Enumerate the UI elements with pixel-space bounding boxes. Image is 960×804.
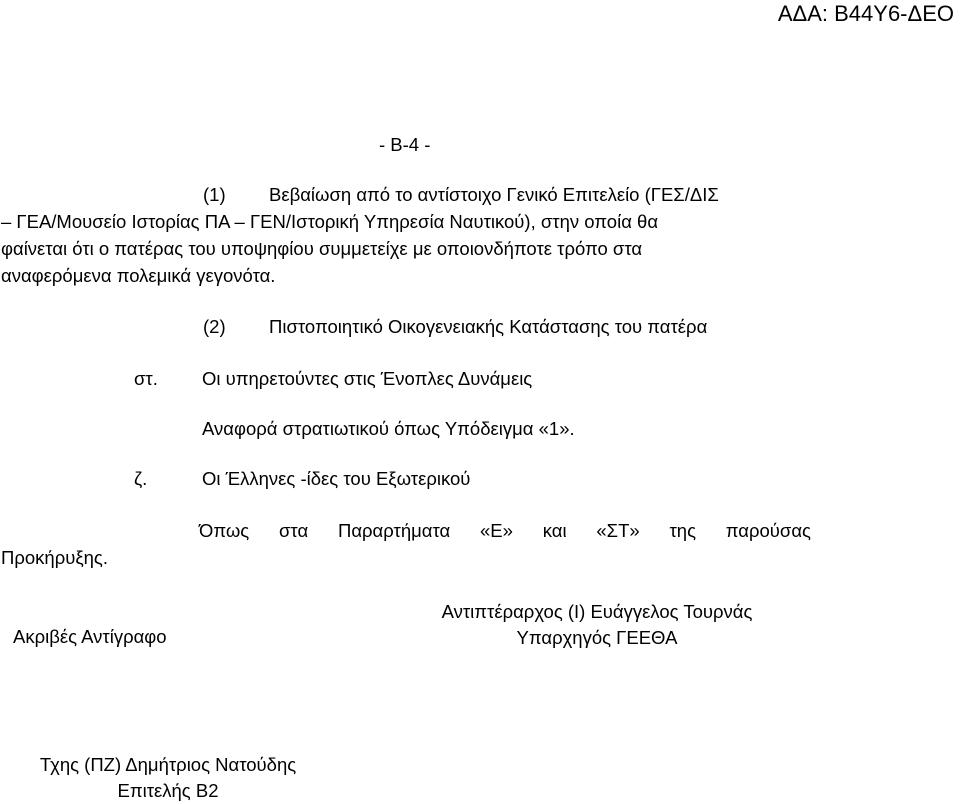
item-1-line: φαίνεται ότι ο πατέρας του υποψηφίου συμμετείχε με οποιονδήποτε τρόπο στα: [1, 238, 643, 259]
justified-word: «Ε»: [480, 520, 513, 541]
justified-word: παρούσας: [725, 520, 811, 541]
justified-word: στα: [279, 520, 309, 541]
item-2-text: Πιστοποιητικό Οικογενειακής Κατάστασης του πατέρα: [269, 316, 708, 337]
item-1-marker: (1): [203, 184, 226, 205]
section-z-continuation: Προκήρυξης.: [1, 547, 108, 568]
section-z-text: [199, 522, 811, 541]
justified-word: «ΣΤ»: [596, 520, 640, 541]
section-st-title: Οι υπηρετούντες στις Ένοπλες Δυνάμεις: [202, 368, 533, 389]
clerk-block: [8, 756, 328, 800]
section-z-marker: ζ.: [134, 468, 148, 489]
justified-word: Όπως: [199, 520, 250, 541]
item-1-line: Βεβαίωση από το αντίστοιχο Γενικό Επιτελείο (ΓΕΣ/ΔΙΣ: [269, 184, 719, 205]
signer-title: Υπαρχηγός ΓΕΕΘΑ: [516, 626, 678, 648]
justified-word: και: [542, 520, 567, 541]
section-z-title: Οι Έλληνες -ίδες του Εξωτερικού: [202, 468, 471, 489]
page-number: - Β-4 -: [379, 134, 431, 155]
item-2-marker: (2): [203, 316, 226, 337]
accurate-copy-label: Ακριβές Αντίγραφο: [13, 626, 167, 647]
justified-word: της: [669, 520, 696, 541]
item-1-line: αναφερόμενα πολεμικά γεγονότα.: [1, 265, 276, 286]
clerk-title: Επιτελής Β2: [117, 779, 219, 801]
section-st-marker: στ.: [134, 368, 158, 389]
clerk-name: Τχης (ΠΖ) Δημήτριος Νατούδης: [39, 754, 297, 775]
justified-word: Παραρτήματα: [337, 520, 451, 541]
ada-code: ΑΔΑ: Β44Υ6-ΔΕΟ: [777, 1, 954, 26]
signer-block: [392, 603, 802, 647]
item-1-line: – ΓΕΑ/Μουσείο Ιστορίας ΠΑ – ΓΕΝ/Ιστορική Υπηρεσία Ναυτικού), στην οποία θα: [1, 211, 659, 232]
signer-name: Αντιπτέραρχος (Ι) Ευάγγελος Τουρνάς: [441, 601, 753, 622]
section-st-text: Αναφορά στρατιωτικού όπως Υπόδειγμα «1».: [202, 418, 575, 439]
